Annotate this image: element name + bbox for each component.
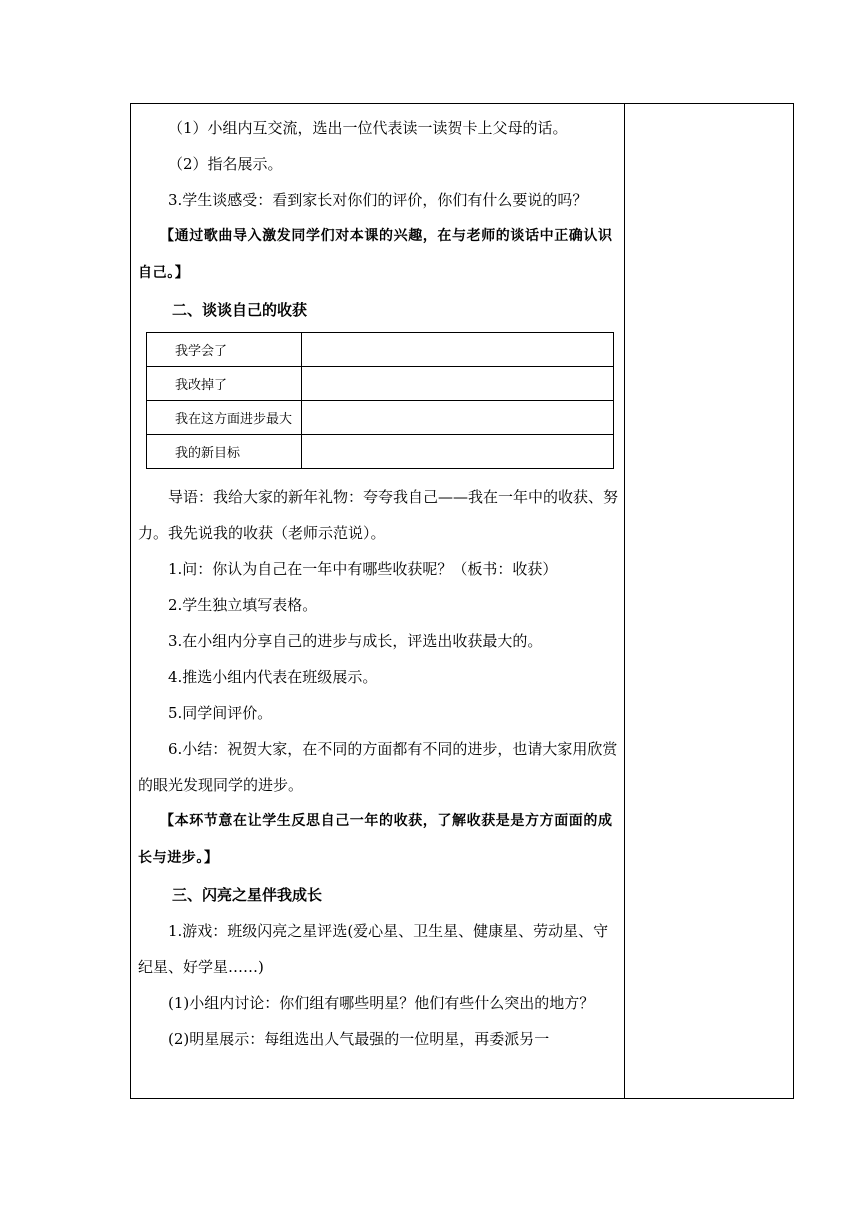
step-line: 1.问：你认为自己在一年中有哪些收获呢？（板书：收获） <box>168 560 558 578</box>
lesson-content <box>138 110 618 1057</box>
table-row-label: 我的新目标 <box>147 435 302 469</box>
section-heading: 二、谈谈自己的收获 <box>172 301 308 319</box>
table-row-label: 我在这方面进步最大 <box>147 401 302 435</box>
design-note: 【本环节意在让学生反思自己一年的收获，了解收获是是方方面面的成长与进步。】 <box>138 813 613 866</box>
column-divider <box>624 103 625 1099</box>
step-line: 6.小结：祝贺大家，在不同的方面都有不同的进步，也请大家用欣赏的眼光发现同学的进步。 <box>138 740 618 794</box>
table-row-blank <box>302 401 614 435</box>
step-line: 3.学生谈感受：看到家长对你们的评价，你们有什么要说的吗？ <box>168 191 588 209</box>
design-note: 【通过歌曲导入激发同学们对本课的兴趣，在与老师的谈话中正确认识自己。】 <box>138 228 613 281</box>
step-line: (2)明星展示：每组选出人气最强的一位明星，再委派另一 <box>168 1030 550 1048</box>
step-line: 1.游戏：班级闪亮之星评选(爱心星、卫生星、健康星、劳动星、守纪星、好学星……) <box>138 922 609 976</box>
table-row-blank <box>302 435 614 469</box>
step-line: （1）小组内互交流，选出一位代表读一读贺卡上父母的话。 <box>168 119 568 137</box>
table-row-label: 我改掉了 <box>147 367 302 401</box>
section-heading: 三、闪亮之星伴我成长 <box>172 886 323 904</box>
table-row <box>147 401 614 435</box>
step-line: (1)小组内讨论：你们组有哪些明星？他们有些什么突出的地方？ <box>168 994 595 1012</box>
table-row <box>147 333 614 367</box>
table-row-blank <box>302 367 614 401</box>
table-row-label: 我学会了 <box>147 333 302 367</box>
intro-text: 导语：我给大家的新年礼物：夸夸我自己——我在一年中的收获、努力。我先说我的收获（老师示范说）。 <box>138 488 619 542</box>
step-line: 5.同学间评价。 <box>168 704 273 722</box>
step-line: （2）指名展示。 <box>168 155 283 173</box>
table-row-blank <box>302 333 614 367</box>
harvest-table <box>146 332 614 469</box>
step-line: 4.推选小组内代表在班级展示。 <box>168 668 378 686</box>
table-row <box>147 435 614 469</box>
step-line: 3.在小组内分享自己的进步与成长，评选出收获最大的。 <box>168 632 543 650</box>
step-line: 2.学生独立填写表格。 <box>168 596 318 614</box>
table-row <box>147 367 614 401</box>
